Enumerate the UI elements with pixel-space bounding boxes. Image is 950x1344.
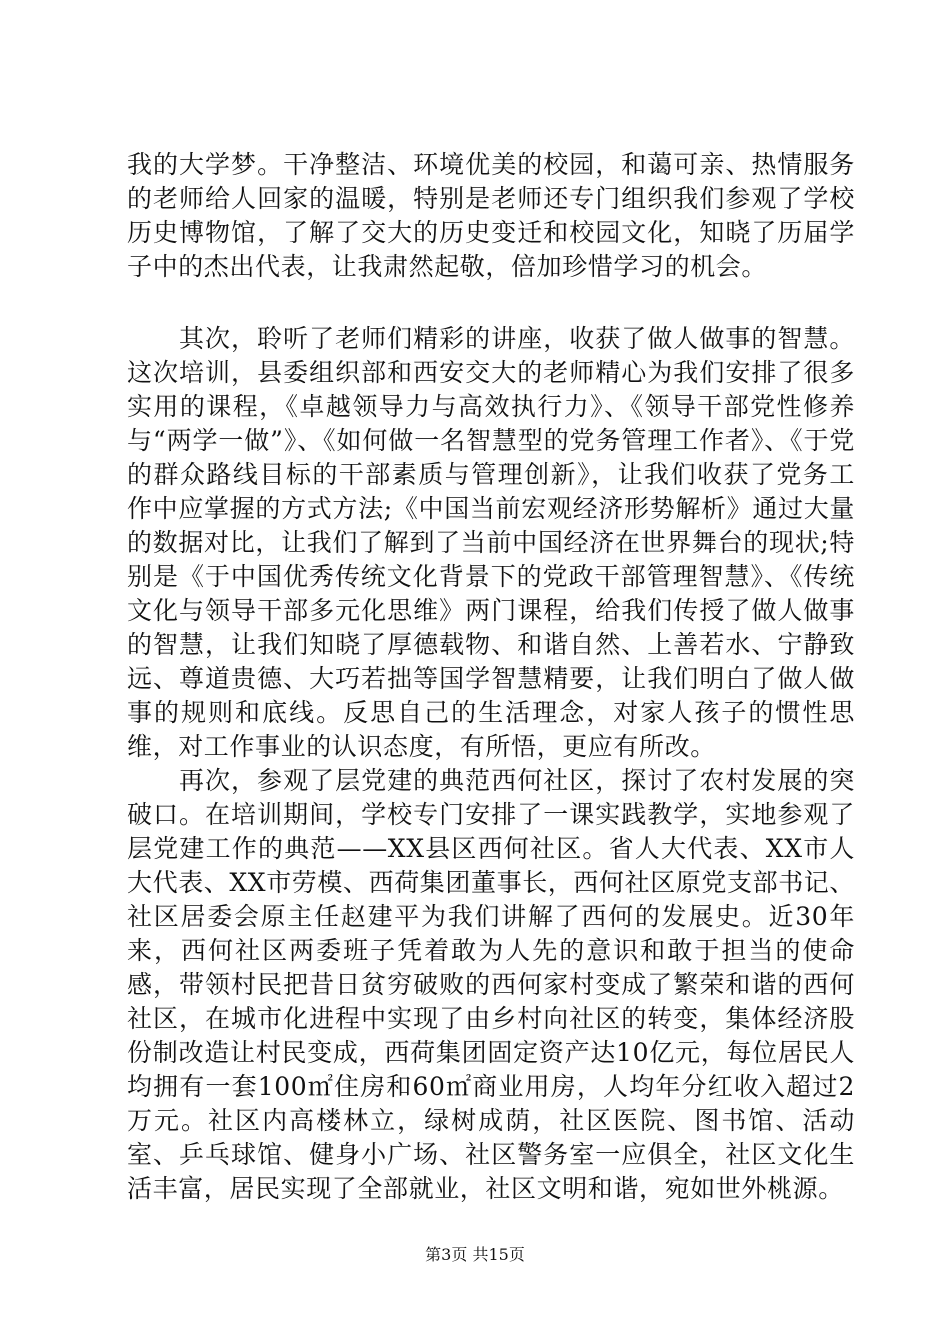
document-body	[127, 148, 855, 1206]
page-total: 共15页	[472, 1245, 525, 1264]
paragraph-second-point: 其次，聆听了老师们精彩的讲座，收获了做人做事的智慧。这次培训，县委组织部和西安交大的老师精心为我们安排了很多实用的课程，《卓越领导力与高效执行力》、《领导干部党性修养与“两学一做”》、《如何做一名智慧型的党务管理工作者》、《于党的群众路线目标的干部素质与管理创新》，让我们收获了党务工作中应掌握的方式方法;《中国当前宏观经济形势解析》通过大量的数据对比，让我们了解到了当前中国经济在世界舞台的现状;特别是《于中国优秀传统文化背景下的党政干部管理智慧》、《传统文化与领导干部多元化思维》两门课程，给我们传授了做人做事的智慧，让我们知晓了厚德载物、和谐自然、上善若水、宁静致远、尊道贵德、大巧若拙等国学智慧精要，让我们明白了做人做事的规则和底线。反思自己的生活理念，对家人孩子的惯性思维，对工作事业的认识态度，有所悟，更应有所改。	[127, 324, 855, 761]
page-footer	[0, 1244, 950, 1266]
paragraph-continued: 我的大学梦。干净整洁、环境优美的校园，和蔼可亲、热情服务的老师给人回家的温暖，特别是老师还专门组织我们参观了学校历史博物馆，了解了交大的历史变迁和校园文化，知晓了历届学子中的杰出代表，让我肃然起敬，倍加珍惜学习的机会。	[127, 150, 855, 281]
paragraph-gap	[127, 284, 855, 322]
paragraph-third-point: 再次，参观了层党建的典范西何社区，探讨了农村发展的突破口。在培训期间，学校专门安排了一课实践教学，实地参观了层党建工作的典范——XX县区西何社区。省人大代表、XX市人大代表、XX市劳模、西荷集团董事长，西何社区原党支部书记、社区居委会原主任赵建平为我们讲解了西何的发展史。近30年来，西何社区两委班子凭着敢为人先的意识和敢于担当的使命感，带领村民把昔日贫穷破败的西何家村变成了繁荣和谐的西何社区，在城市化进程中实现了由乡村向社区的转变，集体经济股份制改造让村民变成，西荷集团固定资产达10亿元，每位居民人均拥有一套100㎡住房和60㎡商业用房，人均年分红收入超过2万元。社区内高楼林立，绿树成荫，社区医院、图书馆、活动室、乒乓球馆、健身小广场、社区警务室一应俱全，社区文化生活丰富，居民实现了全部就业，社区文明和谐，宛如世外桃源。	[127, 766, 855, 1203]
page-number: 第3页	[425, 1245, 468, 1264]
